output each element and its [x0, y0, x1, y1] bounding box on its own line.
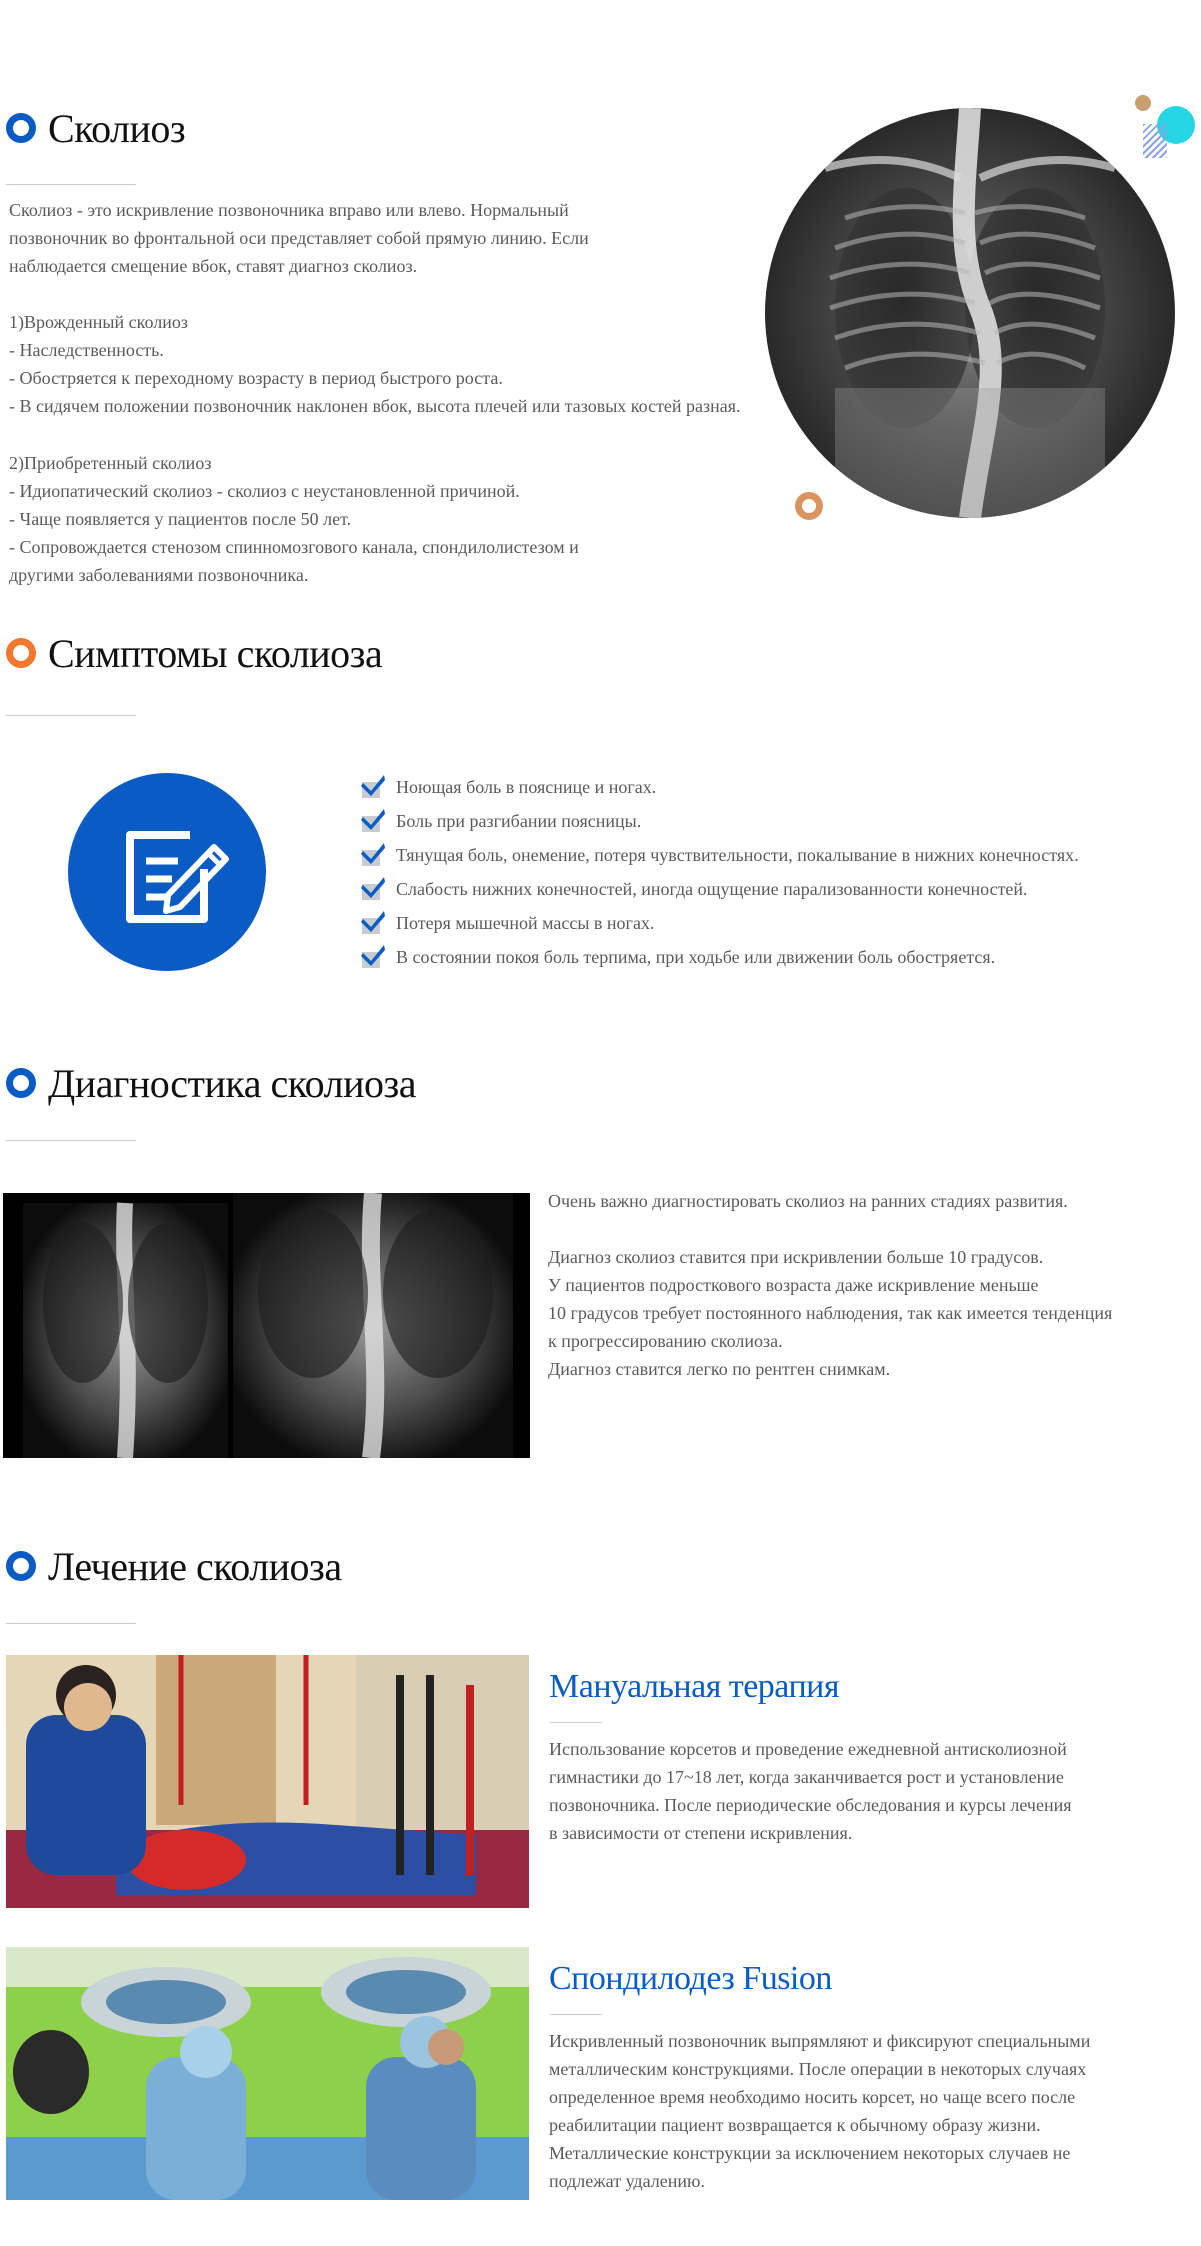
list-item — [360, 872, 1079, 906]
decor-dot-gold — [1135, 95, 1151, 111]
treatment-divider — [550, 1722, 602, 1723]
list-item — [360, 940, 1079, 974]
manual-therapy-photo — [6, 1655, 529, 1908]
section-treatment-heading — [6, 1536, 342, 1596]
section-title: Симптомы сколиоза — [48, 630, 383, 676]
bullet-ring-icon — [6, 1068, 36, 1098]
list-item — [360, 770, 1079, 804]
section-divider — [6, 1140, 136, 1141]
checkmark-icon — [360, 910, 386, 936]
checkmark-icon — [360, 774, 386, 800]
section-divider — [6, 715, 136, 716]
section-divider — [6, 184, 136, 185]
symptom-text: Ноющая боль в пояснице и ногах. — [396, 776, 657, 797]
checkmark-icon — [360, 944, 386, 970]
symptom-text: Слабость нижних конечностей, иногда ощущение парализованности конечностей. — [396, 878, 1028, 899]
chest-xray-images — [3, 1193, 530, 1458]
scoliosis-congenital: 1)Врожденный сколиоз - Наследственность. - Обостряется к переходному возрасту в период быстрого роста. - В сидячем положении позвоночник наклонен вбок, высота плечей или тазовых костей разная. — [9, 312, 741, 416]
symptom-text: Тянущая боль, онемение, потеря чувствительности, покалывание в нижних конечностях. — [396, 844, 1079, 865]
checkmark-icon — [360, 876, 386, 902]
bullet-ring-icon — [6, 113, 36, 143]
decor-ring-orange — [795, 492, 823, 520]
symptom-text: Потеря мышечной массы в ногах. — [396, 912, 655, 933]
section-symptoms-heading — [6, 623, 382, 683]
diagnostics-text: Очень важно диагностировать сколиоз на ранних стадиях развития. Диагноз сколиоз ставится при искривлении больше 10 градусов. У пациентов подросткового возраста даже искривление меньше 10 градусов требует постоянного наблюдения, так как имеется тенденция к прогрессированию сколиоза. Диагноз ставится легко по рентген снимкам. — [548, 1191, 1113, 1379]
scoliosis-intro: Сколиоз - это искривление позвоночника вправо или влево. Нормальный позвоночник во фронтальной оси представляет собой прямую линию. Если наблюдается смещение вбок, ставят диагноз сколиоз. — [9, 200, 589, 276]
section-diagnostics-heading — [6, 1053, 416, 1113]
treatment-title: Спондилодез Fusion — [549, 1960, 832, 1997]
decor-striped-square — [1143, 124, 1167, 158]
treatment-text: Искривленный позвоночник выпрямляют и фиксируют специальными металлическим конструкциями. После операции в некоторых случаях определенное время необходимо носить корсет, но чаще всего после реабилитации пациент возвращается к обычному образу жизни. Металлические конструкции за исключением некоторых случаев не подлежат удалению. — [549, 2031, 1091, 2191]
symptom-text: Боль при разгибании поясницы. — [396, 810, 642, 831]
edit-document-icon — [68, 773, 266, 971]
section-scoliosis-heading — [6, 98, 185, 158]
section-title: Лечение сколиоза — [48, 1543, 342, 1589]
bullet-ring-icon — [6, 1551, 36, 1581]
treatment-divider — [550, 2014, 602, 2015]
scoliosis-acquired: 2)Приобретенный сколиоз - Идиопатический сколиоз - сколиоз с неустановленной причиной. - Чаще появляется у пациентов после 50 лет. - Сопровождается стенозом спинномозгового канала, спондилолистезом и другими заболеваниями позвоночника. — [9, 453, 579, 585]
list-item — [360, 838, 1079, 872]
bullet-ring-icon — [6, 638, 36, 668]
list-item — [360, 804, 1079, 838]
treatment-text: Использование корсетов и проведение ежедневной антисколиозной гимнастики до 17~18 лет, когда заканчивается рост и установление позвоночника. После периодические обследования и курсы лечения в зависимости от степени искривления. — [549, 1739, 1072, 1843]
section-title: Сколиоз — [48, 105, 186, 151]
list-item — [360, 906, 1079, 940]
section-divider — [6, 1623, 136, 1624]
spinal-fusion-surgery-photo — [6, 1947, 529, 2200]
section-title: Диагностика сколиоза — [48, 1060, 417, 1106]
treatment-title: Мануальная терапия — [549, 1668, 839, 1705]
symptom-text: В состоянии покоя боль терпима, при ходьбе или движении боль обостряется. — [396, 946, 996, 967]
spine-xray-image — [765, 108, 1175, 518]
symptom-list — [360, 770, 1079, 974]
checkmark-icon — [360, 808, 386, 834]
checkmark-icon — [360, 842, 386, 868]
